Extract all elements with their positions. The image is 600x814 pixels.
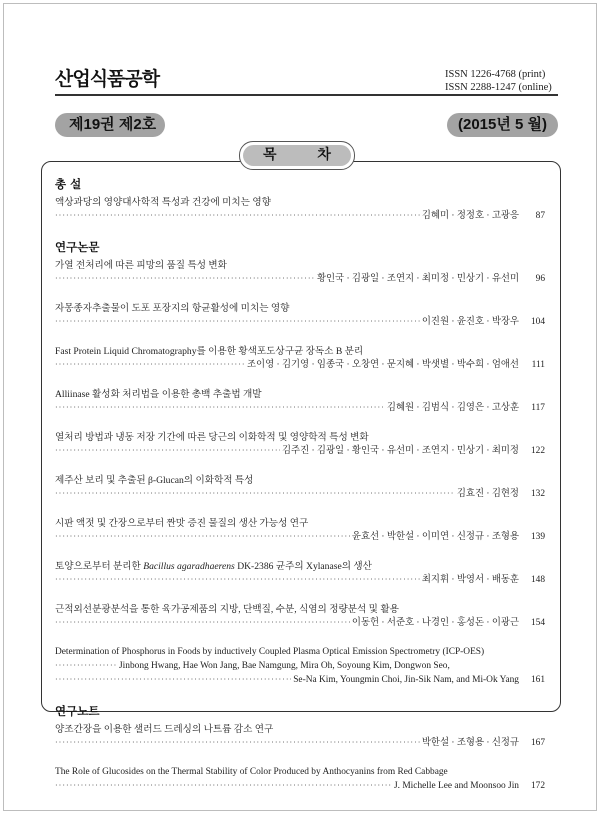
- toc-entry[interactable]: [55, 646, 545, 687]
- issn-print: ISSN 1226-4768 (print): [445, 69, 546, 80]
- issn-online: ISSN 2288-1247 (online): [445, 82, 552, 93]
- contents-label: 목 차: [243, 145, 351, 166]
- entry-authors: 이진원 · 윤진호 · 박장우: [421, 317, 519, 327]
- leader-dots: [55, 616, 350, 630]
- entry-title: Alliinase 활성화 처리법을 이용한 총백 추출법 개발: [55, 389, 262, 400]
- section-title-notes: 연구노트: [55, 704, 100, 718]
- entry-authors: 김혜원 · 김범식 · 김영은 · 고상훈: [386, 403, 519, 413]
- entry-authors: J. Michelle Lee and Moonsoo Jin: [394, 781, 519, 791]
- leader-dots: [55, 779, 392, 793]
- entry-title: 양조간장을 이용한 샐러드 드레싱의 나트륨 감소 연구: [55, 724, 274, 735]
- contents-tab: [239, 141, 355, 170]
- entry-page: 111: [531, 360, 545, 370]
- leader-dots: [55, 736, 420, 750]
- toc-entry[interactable]: [55, 603, 545, 630]
- header-rule: [55, 94, 558, 96]
- leader-dots: [55, 444, 280, 458]
- entry-authors-line1: Jinbong Hwang, Hae Won Jang, Bae Namgung, Mira Oh, Soyoung Kim, Dongwon Seo,: [119, 661, 450, 671]
- toc-entry[interactable]: [55, 345, 545, 372]
- entry-title: 가열 전처리에 따른 피망의 품질 특성 변화: [55, 260, 227, 271]
- entry-authors: 김주진 · 김광일 · 황인국 · 유선미 · 조연지 · 민상기 · 최미정: [281, 446, 519, 456]
- entry-page: 172: [530, 781, 545, 791]
- entry-page: 167: [530, 738, 545, 748]
- entry-title-prefix: 토양으로부터 분리한: [55, 561, 144, 572]
- entry-title: The Role of Glucosides on the Thermal Stability of Color Produced by Anthocyanins from Red Cabbage: [55, 767, 448, 777]
- entry-title: 근적외선분광분석을 통한 육가공제품의 지방, 단백질, 수분, 식염의 정량분석 및 활용: [55, 604, 399, 615]
- toc-entry[interactable]: [55, 766, 545, 793]
- journal-title: 산업식품공학: [55, 68, 160, 90]
- section-title-review: 총 설: [55, 177, 82, 191]
- entry-page: 117: [531, 403, 545, 413]
- leader-dots: [55, 401, 385, 415]
- leader-dots: [55, 487, 455, 501]
- entry-title: [55, 560, 545, 573]
- entry-title: 열처리 방법과 냉동 저장 기간에 따른 당근의 이화학적 및 영양학적 특성 변화: [55, 432, 369, 443]
- entry-page: 154: [530, 618, 545, 628]
- leader-dots: [55, 272, 315, 286]
- leader-dots: [55, 659, 117, 673]
- leader-dots: [55, 209, 420, 223]
- entry-authors: 박한설 · 조형용 · 신정규: [421, 738, 519, 748]
- entry-title-suffix: DK-2386 균주의 Xylanase의 생산: [234, 561, 372, 572]
- entry-authors: 최지휘 · 박영서 · 배동훈: [421, 575, 519, 585]
- issn-block: [445, 68, 552, 94]
- toc-entry[interactable]: [55, 196, 545, 223]
- entry-authors: 김혜미 · 정정호 · 고광응: [421, 211, 519, 221]
- entry-title: 자몽종자추출물이 도포 포장지의 항균활성에 미치는 영향: [55, 303, 290, 314]
- entry-page: 148: [530, 575, 545, 585]
- toc-entry[interactable]: [55, 431, 545, 458]
- date-badge: (2015년 5 월): [447, 113, 558, 137]
- toc-entry[interactable]: [55, 723, 545, 750]
- entry-page: 161: [530, 675, 545, 685]
- entry-page: 96: [535, 274, 545, 284]
- toc-entry[interactable]: [55, 560, 545, 587]
- entry-page: 122: [530, 446, 545, 456]
- entry-page: 87: [535, 211, 545, 221]
- entry-title: 시판 액젓 및 간장으로부터 짠맛 증진 물질의 생산 가능성 연구: [55, 518, 309, 529]
- section-title-research: 연구논문: [55, 240, 100, 254]
- leader-dots: [55, 573, 420, 587]
- entry-authors: 김효진 · 김현정: [456, 489, 519, 499]
- entry-authors: 황인국 · 김광일 · 조연지 · 최미정 · 민상기 · 유선미: [316, 274, 519, 284]
- toc-entry[interactable]: [55, 259, 545, 286]
- entry-title: 제주산 보리 및 추출된 β-Glucan의 이화학적 특성: [55, 475, 254, 486]
- entry-title: 액상과당의 영양대사학적 특성과 건강에 미치는 영향: [55, 197, 271, 208]
- leader-dots: [55, 315, 420, 329]
- entry-page: 104: [530, 317, 545, 327]
- entry-authors: 윤효선 · 박한설 · 이미연 · 신정규 · 조형용: [351, 532, 519, 542]
- entry-page: 139: [530, 532, 545, 542]
- leader-dots: [55, 358, 245, 372]
- entry-authors-line2: Se-Na Kim, Youngmin Choi, Jin-Sik Nam, and Mi-Ok Yang: [293, 675, 519, 685]
- entry-authors: 조이영 · 김기영 · 임종국 · 오창연 · 문지혜 · 박샛별 · 박수희 · 엄애선: [246, 360, 519, 370]
- entry-title: Fast Protein Liquid Chromatography를 이용한 황색포도상구균 장독소 B 분리: [55, 346, 364, 357]
- entry-title-species: Bacillus agaradhaerens: [143, 561, 235, 572]
- volume-issue-badge: 제19권 제2호: [55, 113, 165, 137]
- toc-entry[interactable]: [55, 302, 545, 329]
- entry-title: Determination of Phosphorus in Foods by inductively Coupled Plasma Optical Emission Spectrometry (ICP-OES): [55, 647, 485, 657]
- toc-entry[interactable]: [55, 388, 545, 415]
- leader-dots: [55, 530, 350, 544]
- toc-entry[interactable]: [55, 517, 545, 544]
- entry-page: 132: [530, 489, 545, 499]
- toc-entry[interactable]: [55, 474, 545, 501]
- table-of-contents: [55, 176, 545, 809]
- leader-dots: [55, 673, 291, 687]
- entry-authors: 이동헌 · 서준호 · 나경인 · 홍성돈 · 이광근: [351, 618, 519, 628]
